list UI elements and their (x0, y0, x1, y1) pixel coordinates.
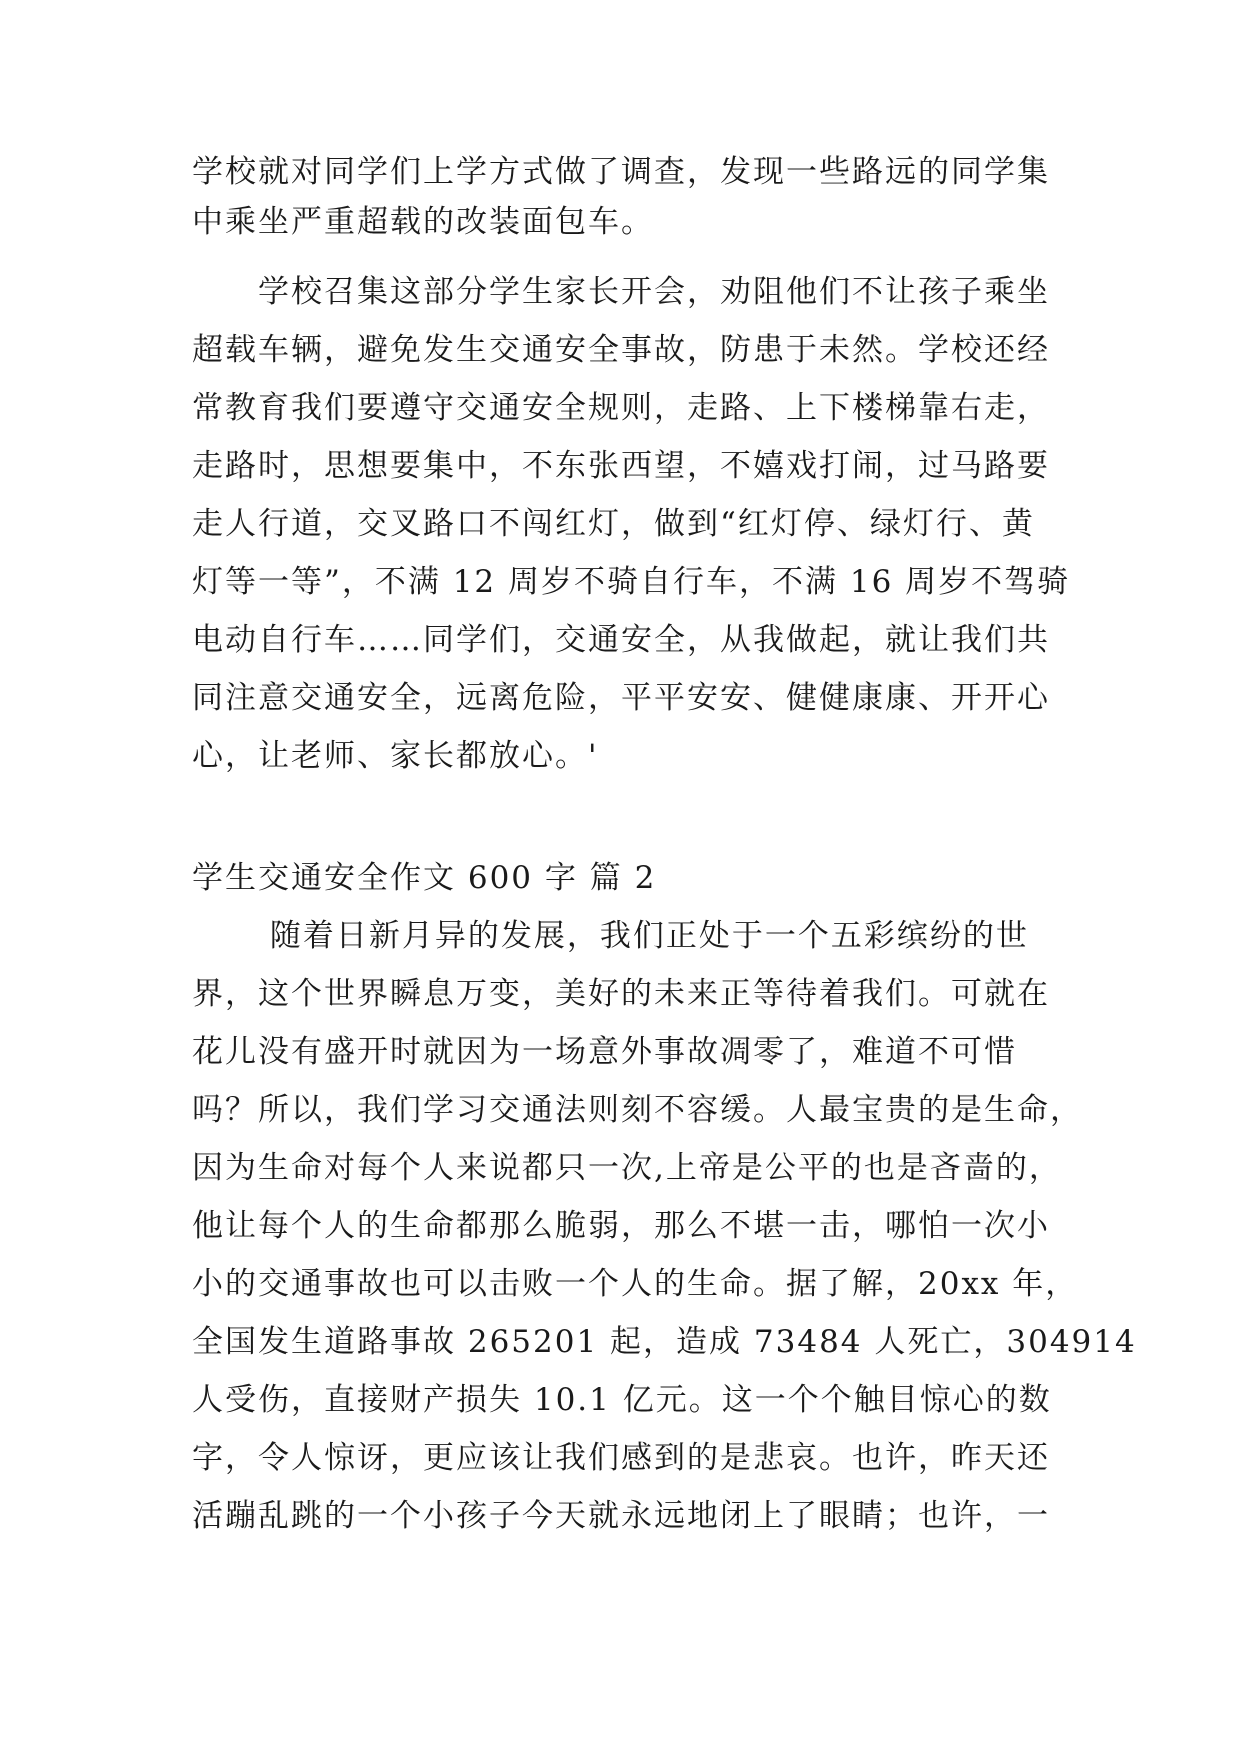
text-line: 花儿没有盛开时就因为一场意外事故凋零了，难道不可惜 (192, 1034, 1017, 1070)
text-line: 超载车辆，避免发生交通安全事故，防患于未然。学校还经 (192, 332, 1050, 368)
text-line: 活蹦乱跳的一个小孩子今天就永远地闭上了眼睛；也许，一 (192, 1498, 1050, 1534)
text-line: 小的交通事故也可以击败一个人的生命。据了解，20xx 年， (192, 1266, 1079, 1302)
text-line: 常教育我们要遵守交通安全规则，走路、上下楼梯靠右走， (192, 390, 1050, 426)
text-line: 界，这个世界瞬息万变，美好的未来正等待着我们。可就在 (192, 976, 1050, 1012)
text-line: 吗？所以，我们学习交通法则刻不容缓。人最宝贵的是生命， (192, 1092, 1083, 1128)
text-line: 字，令人惊讶，更应该让我们感到的是悲哀。也许，昨天还 (192, 1440, 1050, 1476)
text-line: 走路时，思想要集中，不东张西望，不嬉戏打闹，过马路要 (192, 448, 1050, 484)
text-line: 因为生命对每个人来说都只一次,上帝是公平的也是吝啬的， (192, 1150, 1062, 1186)
text-line: 随着日新月异的发展，我们正处于一个五彩缤纷的世 (192, 918, 1029, 954)
text-line: 学校就对同学们上学方式做了调查，发现一些路远的同学集 (192, 154, 1050, 190)
text-line: 同注意交通安全，远离危险，平平安安、健健康康、开开心 (192, 680, 1050, 716)
text-line: 走人行道，交叉路口不闯红灯，做到“红灯停、绿灯行、黄 (192, 506, 1035, 542)
text-line: 中乘坐严重超载的改装面包车。 (192, 204, 654, 240)
text-line: 灯等一等”，不满 12 周岁不骑自行车，不满 16 周岁不驾骑 (192, 564, 1071, 600)
section-heading: 学生交通安全作文 600 字 篇 2 (192, 860, 657, 896)
text-line: 全国发生道路事故 265201 起，造成 73484 人死亡，304914 (192, 1324, 1137, 1360)
text-line: 学校召集这部分学生家长开会，劝阻他们不让孩子乘坐 (192, 274, 1050, 310)
text-line: 人受伤，直接财产损失 10.1 亿元。这一个个触目惊心的数 (192, 1382, 1052, 1418)
text-line: 他让每个人的生命都那么脆弱，那么不堪一击，哪怕一次小 (192, 1208, 1050, 1244)
text-line: 心，让老师、家长都放心。' (192, 738, 599, 774)
text-line: 电动自行车……同学们，交通安全，从我做起，就让我们共 (192, 622, 1050, 658)
